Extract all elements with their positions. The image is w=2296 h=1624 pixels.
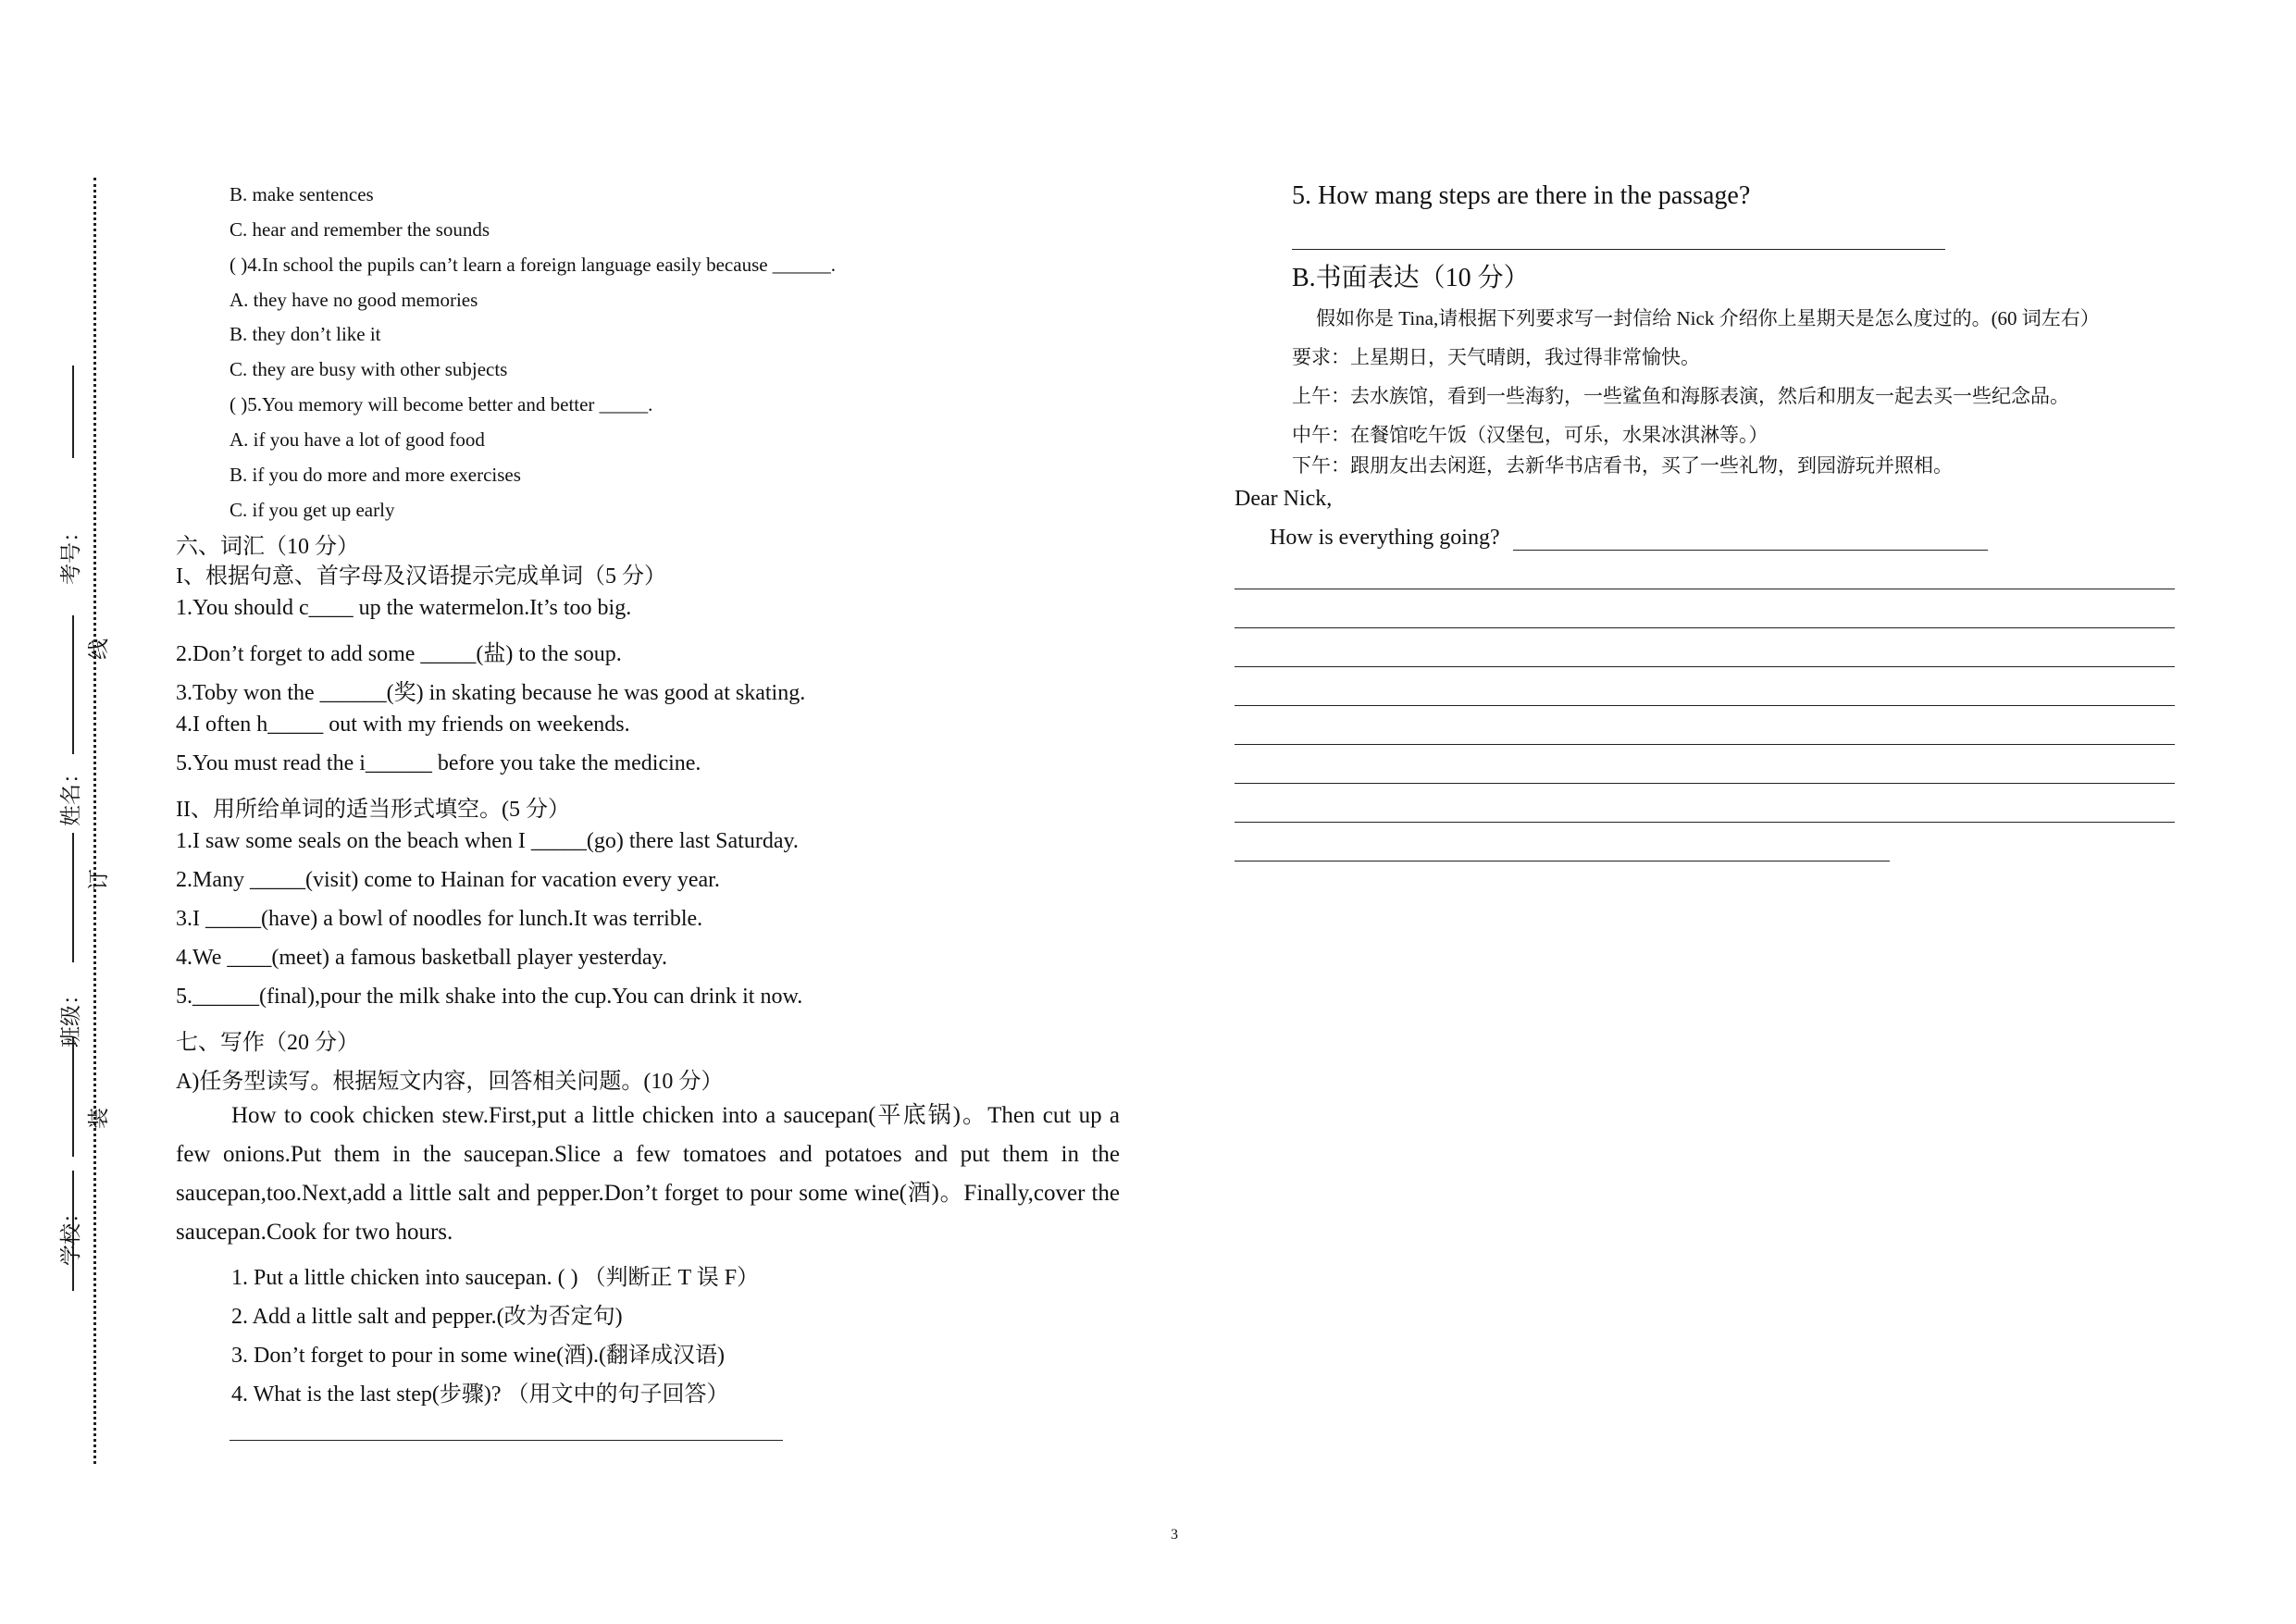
writing-prompt-line: 假如你是 Tina,请根据下列要求写一封信给 Nick 介绍你上星期天是怎么度过的。(60 词左右）	[1316, 307, 2100, 329]
form-item: 3.I _____(have) a bowl of noodles for lunch.It was terrible.	[176, 907, 703, 931]
q5-option-c: C. if you get up early	[230, 499, 395, 521]
section-6-part2-title: II、用所给单词的适当形式填空。(5 分）	[176, 798, 570, 822]
q4-stem: ( )4.In school the pupils can’t learn a foreign language easily because ______.	[230, 254, 837, 276]
form-item: 2.Many _____(visit) come to Hainan for vacation every year.	[176, 868, 720, 892]
binding-label-class: 班级：	[59, 984, 82, 1048]
page-number: 3	[1171, 1527, 1178, 1543]
q3-option-c: C. hear and remember the sounds	[230, 218, 490, 241]
question-3: 3. Don’t forget to pour in some wine(酒).(翻译成汉语)	[231, 1344, 726, 1368]
answer-line	[230, 1440, 783, 1441]
section-6-title: 六、词汇（10 分）	[176, 535, 359, 559]
writing-prompt-line: 上午：去水族馆，看到一些海豹，一些鲨鱼和海豚表演，然后和朋友一起去买一些纪念品。	[1292, 385, 2069, 407]
writing-prompt-line: 要求：上星期日，天气晴朗，我过得非常愉快。	[1292, 346, 1700, 368]
question-5: 5. How mang steps are there in the passage?	[1292, 181, 1751, 210]
q4-option-b: B. they don’t like it	[230, 323, 381, 345]
form-item: 4.We ____(meet) a famous basketball player yesterday.	[176, 946, 667, 970]
vocab-item: 4.I often h_____ out with my friends on weekends.	[176, 713, 630, 737]
vocab-item: 3.Toby won the ______(奖) in skating because he was good at skating.	[176, 681, 806, 705]
section-7-title: 七、写作（20 分）	[176, 1031, 359, 1055]
q5-option-b: B. if you do more and more exercises	[230, 464, 521, 486]
writing-line	[1235, 666, 2175, 667]
vocab-item: 2.Don’t forget to add some _____(盐) to the soup.	[176, 642, 622, 666]
writing-line	[1235, 627, 2175, 628]
letter-salutation: Dear Nick,	[1235, 487, 1333, 511]
binding-label-exam-number: 考号：	[59, 521, 82, 585]
binding-label-name: 姓名：	[59, 762, 82, 826]
section-6-part1-title: I、根据句意、首字母及汉语提示完成单词（5 分）	[176, 564, 666, 589]
question-1: 1. Put a little chicken into saucepan. ( ) （判断正 T 误 F）	[231, 1266, 760, 1290]
q5-stem: ( )5.You memory will become better and better _____.	[230, 393, 653, 415]
question-4: 4. What is the last step(步骤)? （用文中的句子回答）	[231, 1382, 729, 1407]
writing-line	[1235, 861, 1890, 862]
q3-option-b: B. make sentences	[230, 183, 374, 205]
vocab-item: 1.You should c____ up the watermelon.It’s too big.	[176, 596, 632, 620]
vocab-item: 5.You must read the i______ before you take the medicine.	[176, 751, 701, 775]
form-item: 1.I saw some seals on the beach when I _____(go) there last Saturday.	[176, 829, 799, 853]
binding-label-school: 学校：	[59, 1202, 82, 1266]
section-B-title: B.书面表达（10 分）	[1292, 264, 1530, 292]
writing-prompt-line: 中午：在餐馆吃午饭（汉堡包，可乐，水果冰淇淋等。）	[1292, 424, 1769, 446]
writing-line	[1235, 822, 2175, 823]
letter-opening: How is everything going?	[1270, 526, 1500, 550]
writing-line	[1513, 550, 1988, 551]
q5-option-a: A. if you have a lot of good food	[230, 428, 485, 451]
section-7-partA-title: A)任务型读写。根据短文内容，回答相关问题。(10 分）	[176, 1070, 724, 1094]
form-item: 5.______(final),pour the milk shake into the cup.You can drink it now.	[176, 985, 803, 1009]
writing-line	[1235, 705, 2175, 706]
binding-label-bind: 订	[87, 869, 110, 890]
right-column	[1166, 0, 2296, 1624]
writing-line	[1235, 783, 2175, 784]
binding-label-line: 线	[87, 638, 110, 660]
writing-line	[1235, 744, 2175, 745]
answer-line	[1292, 249, 1945, 250]
question-2: 2. Add a little salt and pepper.(改为否定句)	[231, 1305, 623, 1329]
q4-option-c: C. they are busy with other subjects	[230, 358, 508, 380]
writing-prompt-line: 下午：跟朋友出去闲逛，去新华书店看书，买了一些礼物，到园游玩并照相。	[1292, 454, 1953, 477]
binding-label-mount: 装	[87, 1108, 110, 1129]
reading-passage: How to cook chicken stew.First,put a little chicken into a saucepan(平底锅)。Then cut up a few onions.Put them in the saucepan.Slice a few tomatoes and potatoes and put them in the saucepan,too.Next,add a little salt and pepper.Don’t forget to pour some wine(酒)。Finally,cover the saucepan.Cook for two hours.	[176, 1103, 1120, 1245]
q4-option-a: A. they have no good memories	[230, 289, 478, 311]
